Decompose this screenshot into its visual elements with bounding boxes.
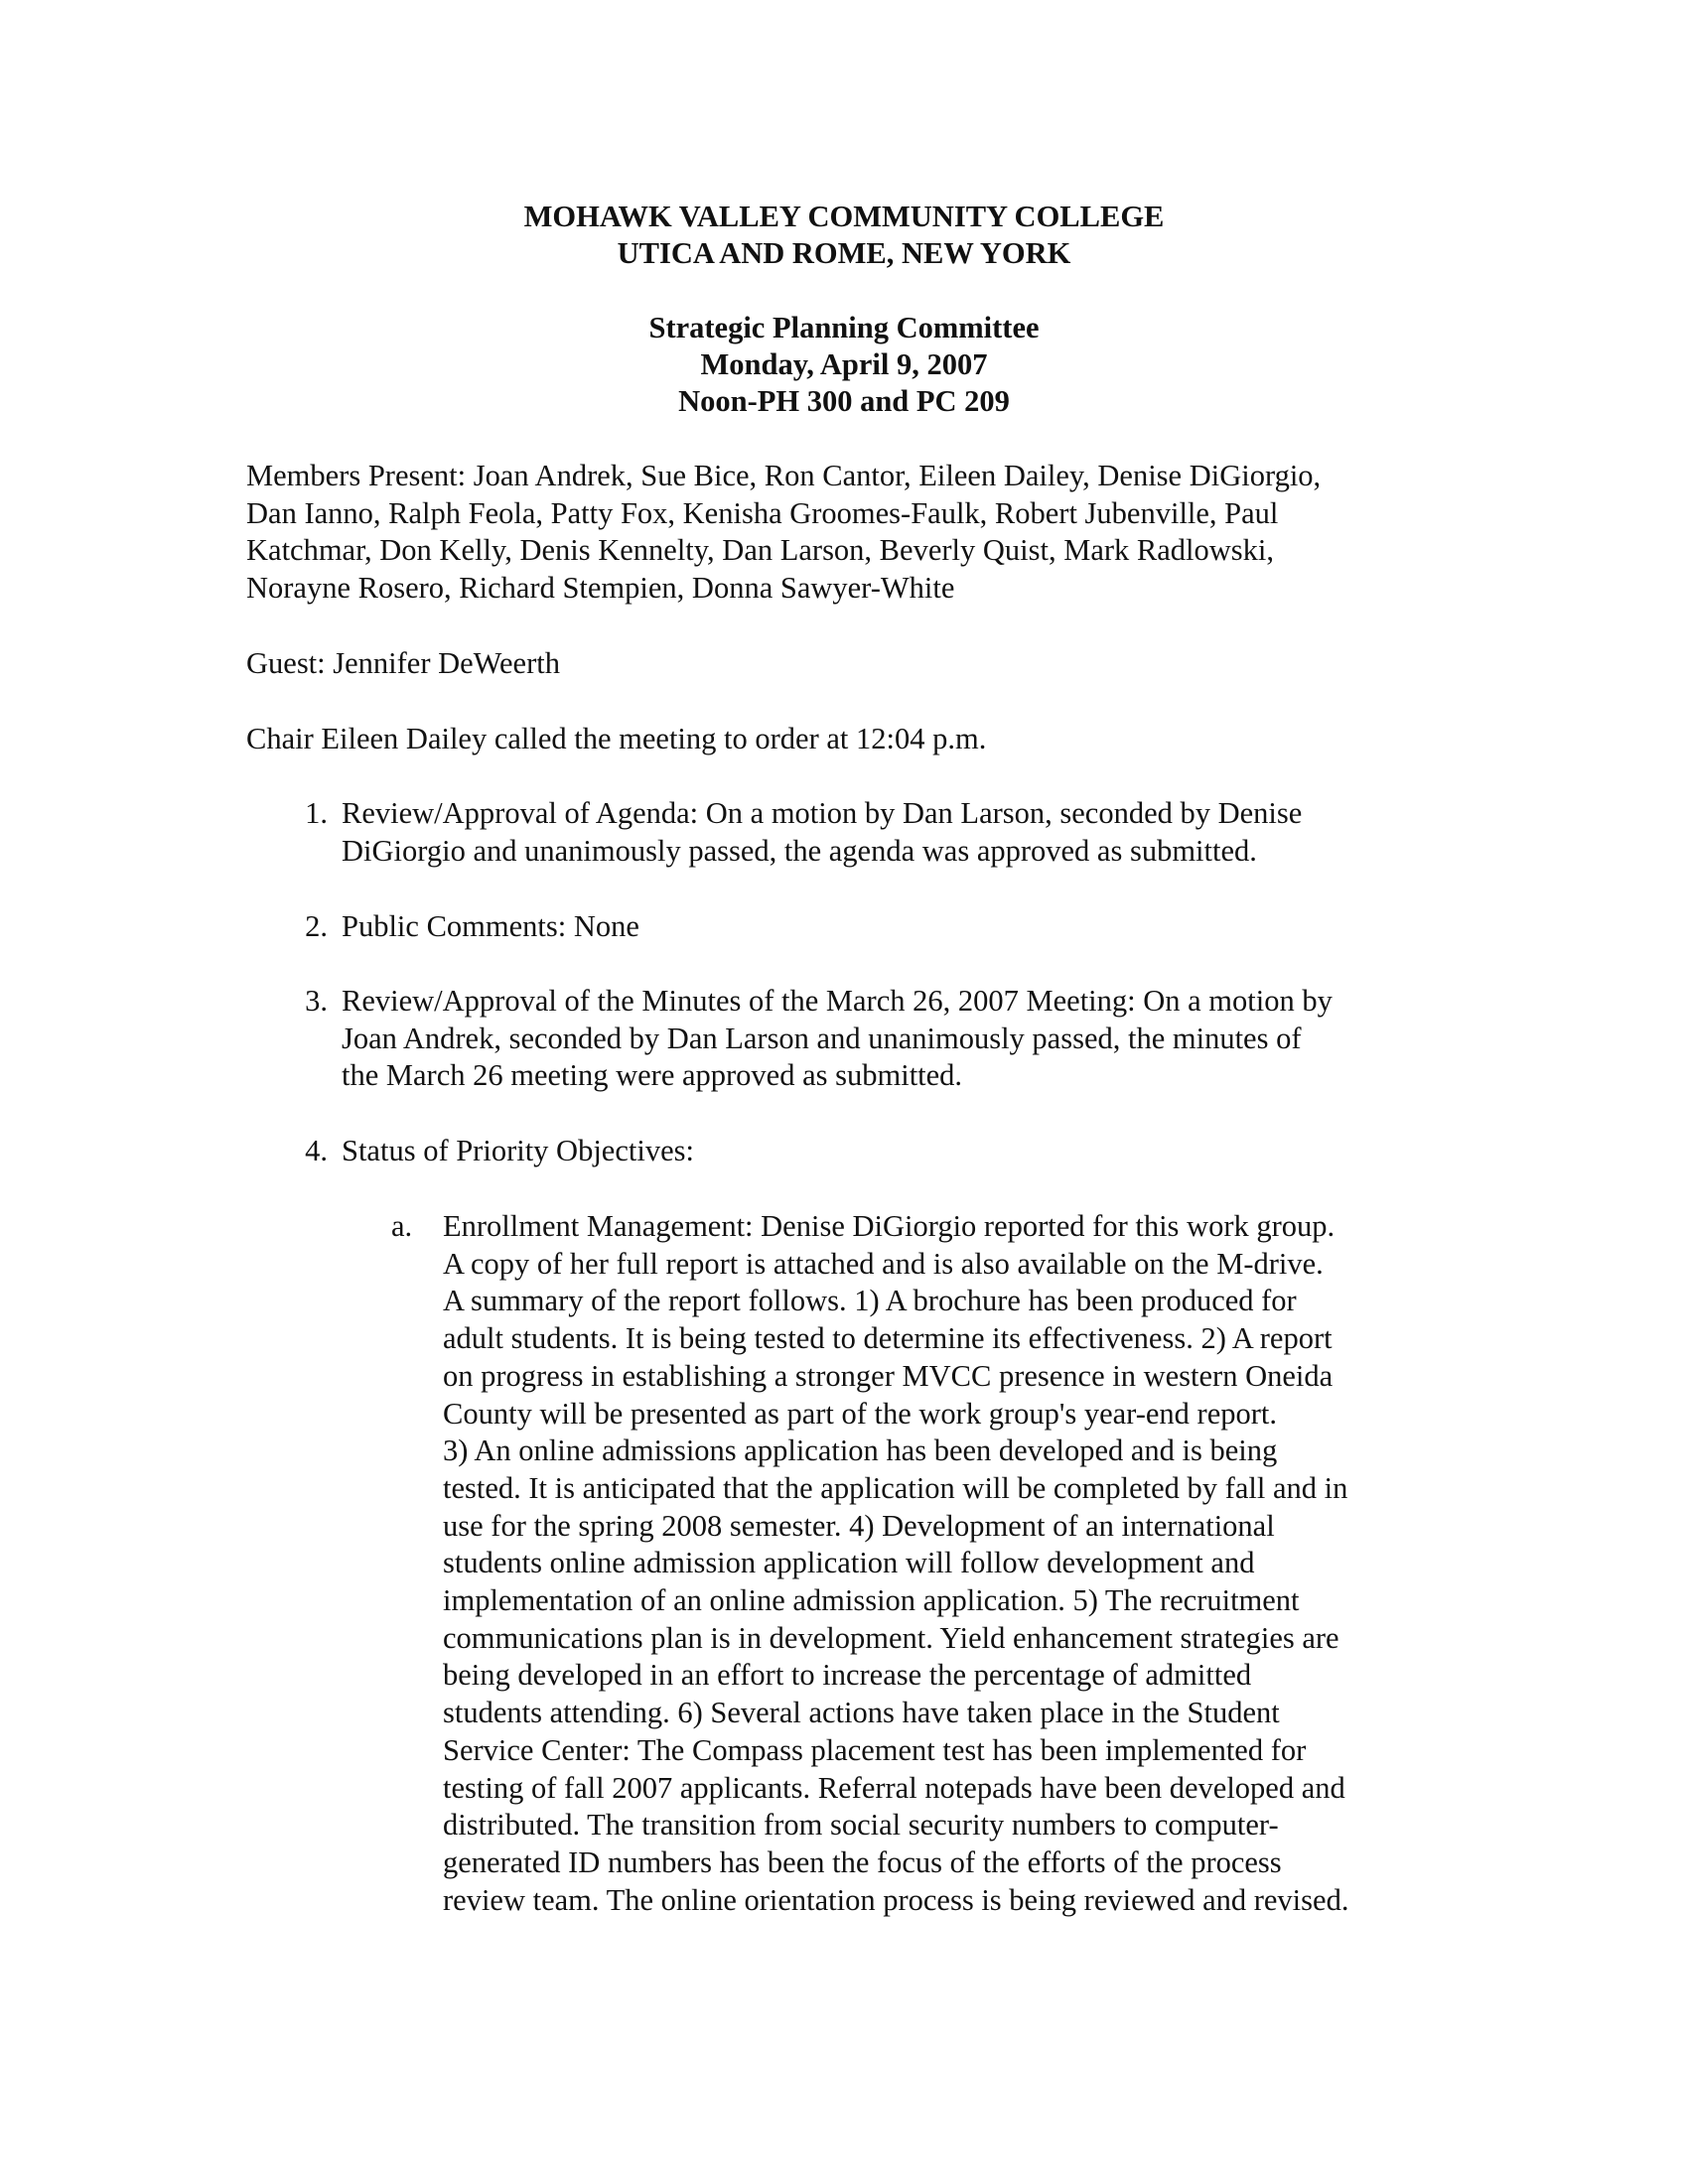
subitem-letter: a. xyxy=(391,1209,413,1243)
guest-line xyxy=(246,645,1438,683)
item-number: 3. xyxy=(305,984,328,1018)
members-line: Members Present: Joan Andrek, Sue Bice, Ron Cantor, Eileen Dailey, Denise DiGiorgio, xyxy=(246,459,1322,492)
subitem-line: students online admission application will follow development and xyxy=(443,1546,1255,1580)
item-line: Review/Approval of Agenda: On a motion by Dan Larson, seconded by Denise xyxy=(342,796,1303,830)
meeting-header xyxy=(0,310,1688,420)
members-line: Katchmar, Don Kelly, Denis Kennelty, Dan Larson, Beverly Quist, Mark Radlowski, xyxy=(246,533,1274,568)
item-number: 4. xyxy=(305,1134,328,1167)
subitem-line: Service Center: The Compass placement test has been implemented for xyxy=(443,1732,1307,1767)
subitem-line: adult students. It is being tested to determine its effectiveness. 2) A report xyxy=(443,1321,1333,1356)
committee-name: Strategic Planning Committee xyxy=(648,311,1040,344)
subitem-line: implementation of an online admission application. 5) The recruitment xyxy=(443,1583,1300,1618)
item-line: Public Comments: None xyxy=(342,909,639,943)
item-number: 1. xyxy=(305,796,328,830)
subitem-line: 3) An online admissions application has been developed and is being xyxy=(443,1433,1278,1468)
members-present xyxy=(246,458,1438,608)
item-line: Joan Andrek, seconded by Dan Larson and unanimously passed, the minutes of xyxy=(342,1021,1302,1055)
subitem-line: being developed in an effort to increase the percentage of admitted xyxy=(443,1658,1252,1693)
item-line: the March 26 meeting were approved as submitted. xyxy=(342,1058,963,1093)
item-line: Status of Priority Objectives: xyxy=(342,1134,694,1167)
meeting-location: Noon-PH 300 and PC 209 xyxy=(678,384,1010,418)
call-to-order xyxy=(246,721,1438,758)
subitem-line: communications plan is in development. Yield enhancement strategies are xyxy=(443,1620,1339,1655)
college-name: MOHAWK VALLEY COMMUNITY COLLEGE xyxy=(523,200,1165,233)
subitem-line: County will be presented as part of the work group's year-end report. xyxy=(443,1396,1278,1431)
members-line: Dan Ianno, Ralph Feola, Patty Fox, Kenisha Groomes-Faulk, Robert Jubenville, Paul xyxy=(246,495,1279,530)
subitem-line: tested. It is anticipated that the application will be completed by fall and in xyxy=(443,1470,1348,1505)
subitem-line: A copy of her full report is attached and is also available on the M-drive. xyxy=(443,1246,1324,1281)
subitem-line: distributed. The transition from social security numbers to computer- xyxy=(443,1808,1279,1843)
item-line: DiGiorgio and unanimously passed, the agenda was approved as submitted. xyxy=(342,833,1257,868)
subitem-line: students attending. 6) Several actions have taken place in the Student xyxy=(443,1696,1280,1730)
subitem-line: use for the spring 2008 semester. 4) Development of an international xyxy=(443,1508,1275,1543)
subitem-line: review team. The online orientation process is being reviewed and revised. xyxy=(443,1882,1349,1917)
meeting-date: Monday, April 9, 2007 xyxy=(700,347,988,381)
college-header xyxy=(0,199,1688,272)
subitem-line: Enrollment Management: Denise DiGiorgio reported for this work group. xyxy=(443,1209,1336,1243)
college-location: UTICA AND ROME, NEW YORK xyxy=(617,236,1071,270)
call-to-order-text: Chair Eileen Dailey called the meeting to order at 12:04 p.m. xyxy=(246,722,987,755)
members-line: Norayne Rosero, Richard Stempien, Donna Sawyer-White xyxy=(246,571,955,606)
subitem-line: A summary of the report follows. 1) A brochure has been produced for xyxy=(443,1284,1297,1318)
item-number: 2. xyxy=(305,909,328,943)
guest-text: Guest: Jennifer DeWeerth xyxy=(246,646,560,680)
subitem-line: generated ID numbers has been the focus of the efforts of the process xyxy=(443,1844,1282,1879)
item-line: Review/Approval of the Minutes of the March 26, 2007 Meeting: On a motion by xyxy=(342,984,1333,1018)
subitem-line: testing of fall 2007 applicants. Referral notepads have been developed and xyxy=(443,1770,1345,1805)
subitem-line: on progress in establishing a stronger MVCC presence in western Oneida xyxy=(443,1358,1334,1393)
